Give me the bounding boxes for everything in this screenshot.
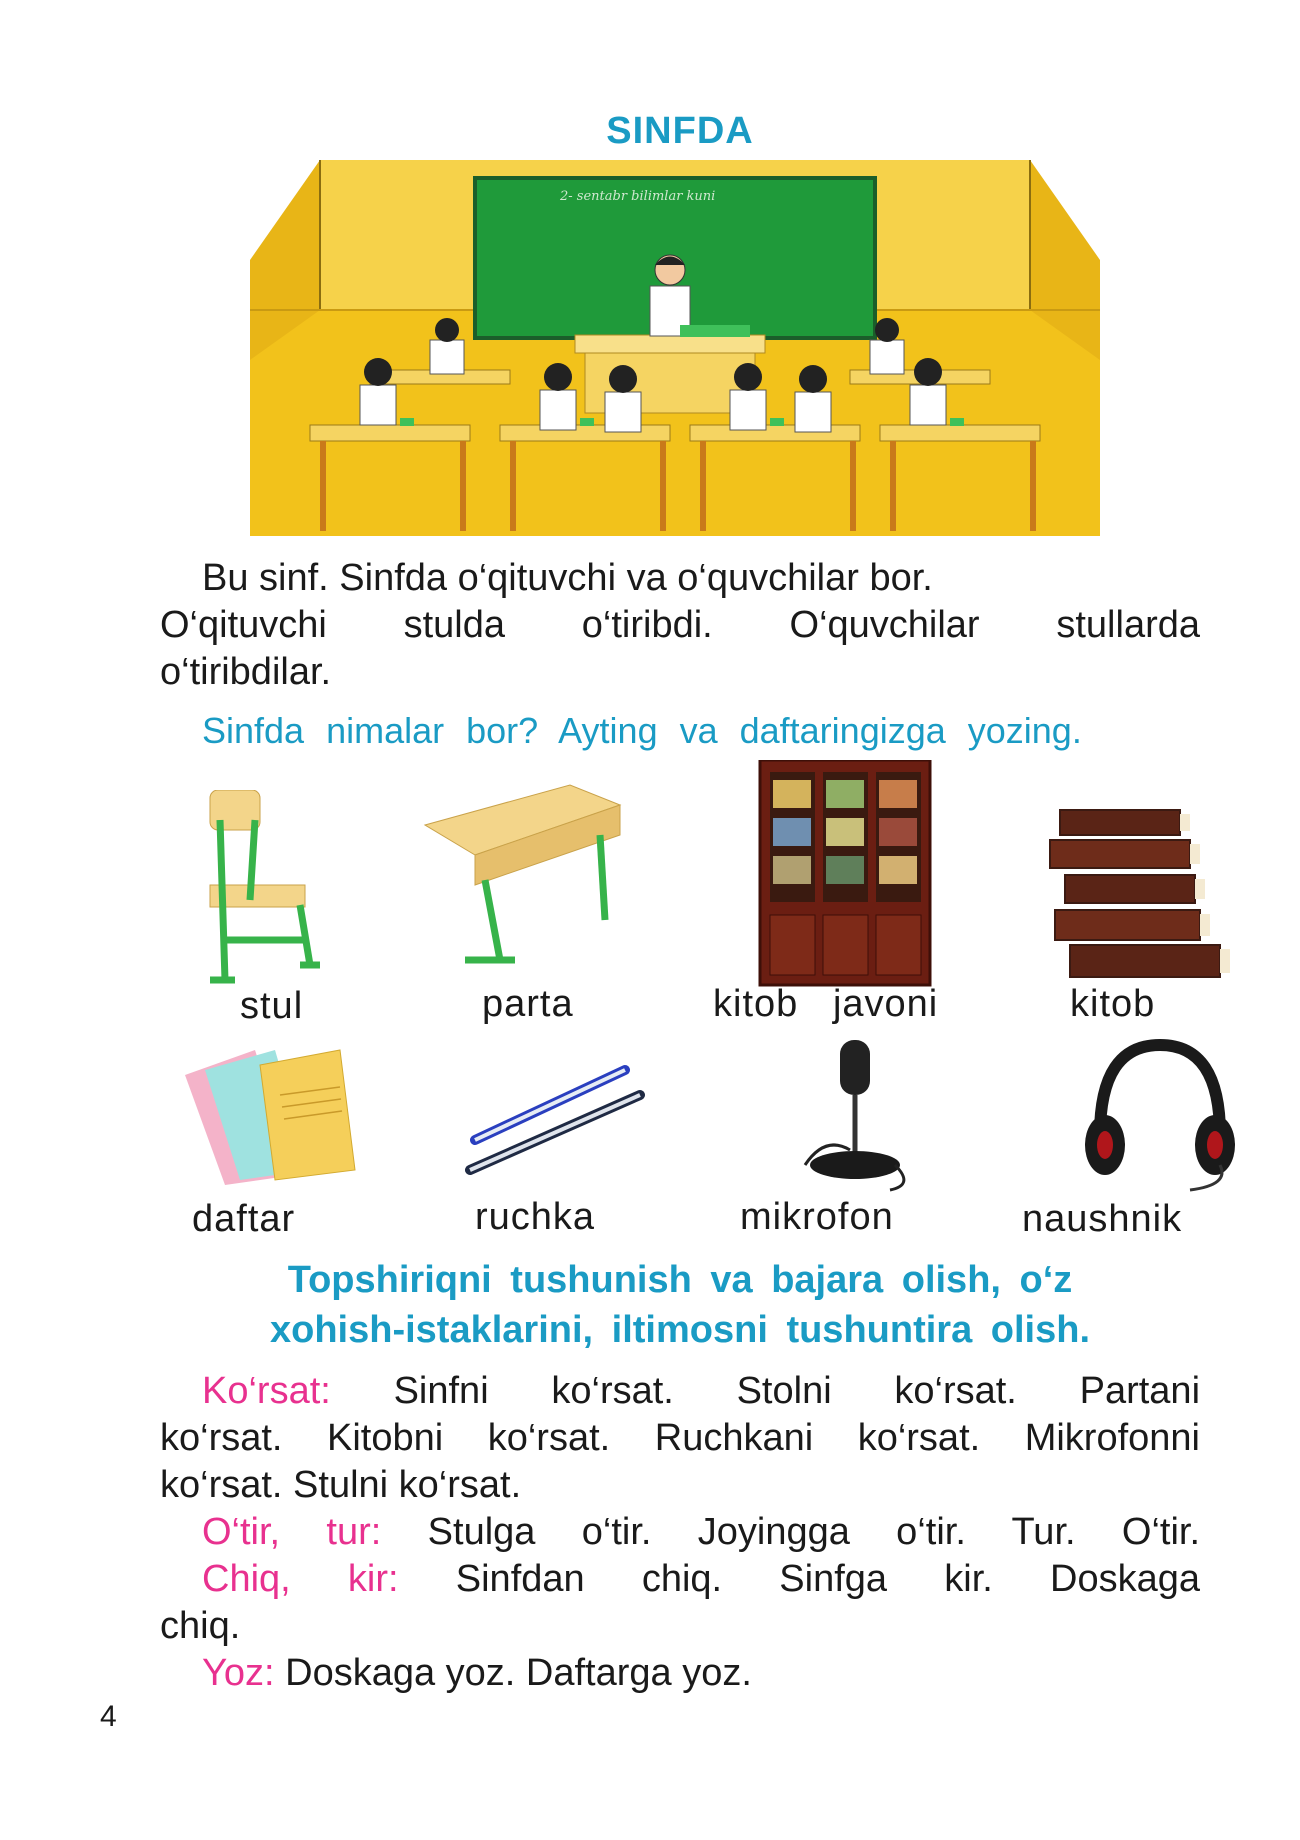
command-cont: chiq. [160, 1605, 241, 1647]
page-title: SINFDA [606, 110, 754, 152]
command-text: Stulga o‘tir. Joyingga o‘tir. Tur. O‘tir. [427, 1511, 1200, 1553]
microphone-icon [755, 1035, 975, 1195]
pens-icon [465, 1060, 685, 1180]
command-line [160, 1556, 1200, 1603]
notebooks-icon [185, 1045, 405, 1185]
command-key: Yoz: [202, 1652, 275, 1694]
command-key: O‘tir, tur: [202, 1511, 382, 1553]
bookcase-icon [735, 760, 955, 990]
item-label-stul: stul [240, 985, 304, 1027]
command-key: Ko‘rsat: [202, 1370, 331, 1412]
task-heading [160, 1255, 1200, 1355]
intro-line: o‘tiribdilar. [160, 651, 332, 693]
task-line: Topshiriqni tushunish va bajara olish, o‘z [287, 1259, 1073, 1301]
question-text: Sinfda nimalar bor? Ayting va daftaringizga yozing. [202, 710, 1082, 751]
command-cont: ko‘rsat. Kitobni ko‘rsat. Ruchkani ko‘rsat. Mikrofonni [160, 1417, 1200, 1459]
headphones-icon [1050, 1035, 1270, 1195]
intro-line: O‘qituvchi stulda o‘tiribdi. O‘quvchilar stullarda [160, 604, 1200, 646]
task-line: xohish-istaklarini, iltimosni tushuntira olish. [270, 1309, 1090, 1351]
item-label-kitob: kitob [1070, 983, 1156, 1025]
item-label-ruchka: ruchka [475, 1196, 596, 1238]
item-label-kitob-javoni: kitob javoni [713, 983, 939, 1025]
command-line [160, 1509, 1200, 1556]
item-label-naushnik: naushnik [1022, 1198, 1183, 1240]
item-label-mikrofon: mikrofon [740, 1196, 894, 1238]
command-key: Chiq, kir: [202, 1558, 399, 1600]
command-text: Sinfni ko‘rsat. Stolni ko‘rsat. Partani [393, 1370, 1201, 1412]
command-line [160, 1368, 1200, 1415]
books-icon [1040, 800, 1260, 1000]
board-text: 2- sentabr bilimlar kuni [560, 189, 716, 204]
chair-icon [180, 790, 400, 990]
item-label-daftar: daftar [192, 1198, 296, 1240]
classroom-illustration [250, 160, 1100, 536]
desk-icon [420, 780, 640, 980]
command-line [160, 1650, 1200, 1697]
command-cont: ko‘rsat. Stulni ko‘rsat. [160, 1464, 522, 1506]
commands-block [160, 1368, 1200, 1697]
page-number: 4 [100, 1700, 117, 1733]
item-label-parta: parta [482, 983, 574, 1025]
command-text: Doskaga yoz. Daftarga yoz. [285, 1652, 752, 1694]
intro-line: Bu sinf. Sinfda o‘qituvchi va o‘quvchilar bor. [202, 557, 933, 599]
command-text: Sinfdan chiq. Sinfga kir. Doskaga [455, 1558, 1200, 1600]
intro-paragraph [160, 555, 1200, 696]
